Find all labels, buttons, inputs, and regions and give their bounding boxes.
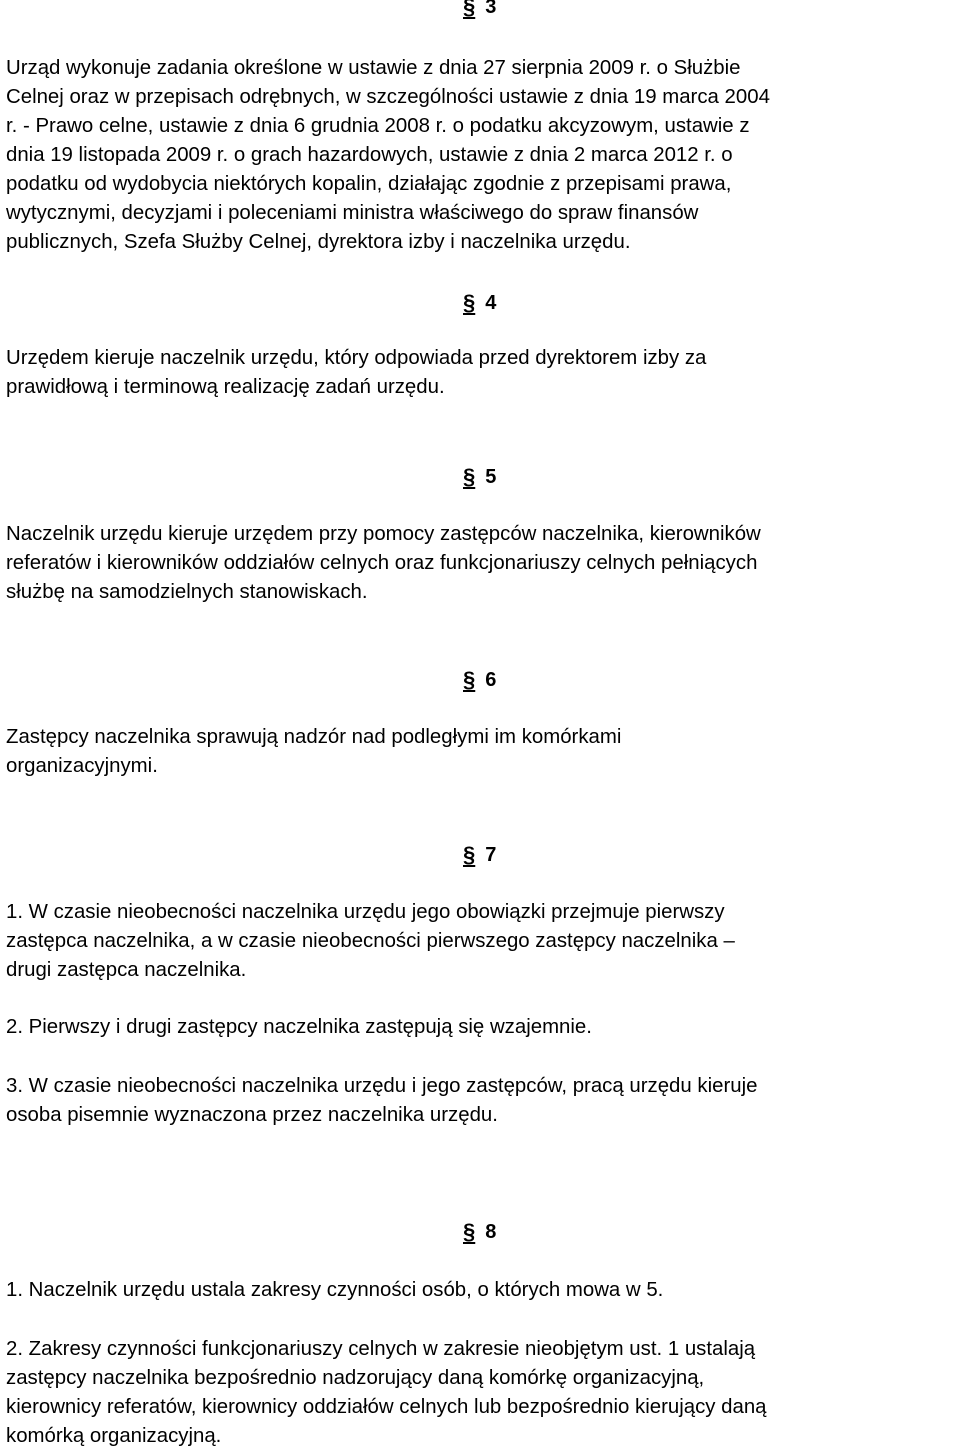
text-line: publicznych, Szefa Służby Celnej, dyrektora izby i naczelnika urzędu.: [6, 231, 631, 253]
text-line: zastępca naczelnika, a w czasie nieobecności pierwszego zastępcy naczelnika –: [6, 930, 735, 952]
text-line: zastępcy naczelnika bezpośrednio nadzorujący daną komórkę organizacyjną,: [6, 1367, 705, 1389]
section-sign: §: [463, 290, 476, 315]
text-line: referatów i kierowników oddziałów celnych oraz funkcjonariuszy celnych pełniących: [6, 552, 758, 574]
section-heading-3: [463, 0, 496, 20]
text-line: r. - Prawo celne, ustawie z dnia 6 grudnia 2008 r. o podatku akcyzowym, ustawie z: [6, 115, 750, 137]
text-line: Urząd wykonuje zadania określone w ustawie z dnia 27 sierpnia 2009 r. o Służbie: [6, 57, 741, 79]
section-heading-8: [463, 1219, 496, 1245]
section-sign: §: [463, 842, 476, 867]
text-line: 1. W czasie nieobecności naczelnika urzędu jego obowiązki przejmuje pierwszy: [6, 901, 725, 923]
section-sign: §: [463, 1219, 476, 1244]
section-sign: §: [463, 0, 476, 19]
text-line: służbę na samodzielnych stanowiskach.: [6, 581, 368, 603]
section-number: 5: [485, 466, 497, 488]
section-heading-4: [463, 290, 496, 316]
section-number: 7: [485, 844, 497, 866]
section-4-paragraph: [6, 344, 956, 402]
section-number: 4: [485, 292, 497, 314]
section-8-point-2: [6, 1335, 956, 1451]
section-number: 6: [485, 669, 497, 691]
section-7-point-3: [6, 1072, 956, 1130]
text-line: dnia 19 listopada 2009 r. o grach hazardowych, ustawie z dnia 2 marca 2012 r. o: [6, 144, 733, 166]
section-7-point-2: [6, 1013, 956, 1042]
section-3-paragraph: [6, 54, 956, 257]
text-line: 2. Zakresy czynności funkcjonariuszy celnych w zakresie nieobjętym ust. 1 ustalają: [6, 1338, 756, 1360]
text-line: wytycznymi, decyzjami i poleceniami ministra właściwego do spraw finansów: [6, 202, 699, 224]
section-number: 3: [485, 0, 497, 18]
text-line: 1. Naczelnik urzędu ustala zakresy czynności osób, o których mowa w 5.: [6, 1279, 664, 1301]
text-line: komórką organizacyjną.: [6, 1425, 222, 1447]
text-line: kierownicy referatów, kierownicy oddziałów celnych lub bezpośrednio kierujący daną: [6, 1396, 767, 1418]
section-heading-5: [463, 464, 496, 490]
text-line: 3. W czasie nieobecności naczelnika urzędu i jego zastępców, pracą urzędu kieruje: [6, 1075, 758, 1097]
section-sign: §: [463, 464, 476, 489]
section-6-paragraph: [6, 723, 956, 781]
text-line: prawidłową i terminową realizację zadań urzędu.: [6, 376, 445, 398]
section-sign: §: [463, 667, 476, 692]
text-line: Urzędem kieruje naczelnik urzędu, który odpowiada przed dyrektorem izby za: [6, 347, 707, 369]
text-line: drugi zastępca naczelnika.: [6, 959, 247, 981]
section-number: 8: [485, 1221, 497, 1243]
text-line: Zastępcy naczelnika sprawują nadzór nad podległymi im komórkami: [6, 726, 622, 748]
text-line: Naczelnik urzędu kieruje urzędem przy pomocy zastępców naczelnika, kierowników: [6, 523, 761, 545]
section-8-point-1: [6, 1276, 956, 1305]
text-line: osoba pisemnie wyznaczona przez naczelnika urzędu.: [6, 1104, 498, 1126]
section-5-paragraph: [6, 520, 956, 607]
section-heading-7: [463, 842, 496, 868]
section-heading-6: [463, 667, 496, 693]
section-7-point-1: [6, 898, 956, 985]
text-line: organizacyjnymi.: [6, 755, 158, 777]
text-line: 2. Pierwszy i drugi zastępcy naczelnika zastępują się wzajemnie.: [6, 1016, 592, 1038]
text-line: Celnej oraz w przepisach odrębnych, w szczególności ustawie z dnia 19 marca 2004: [6, 86, 770, 108]
text-line: podatku od wydobycia niektórych kopalin, działając zgodnie z przepisami prawa,: [6, 173, 732, 195]
